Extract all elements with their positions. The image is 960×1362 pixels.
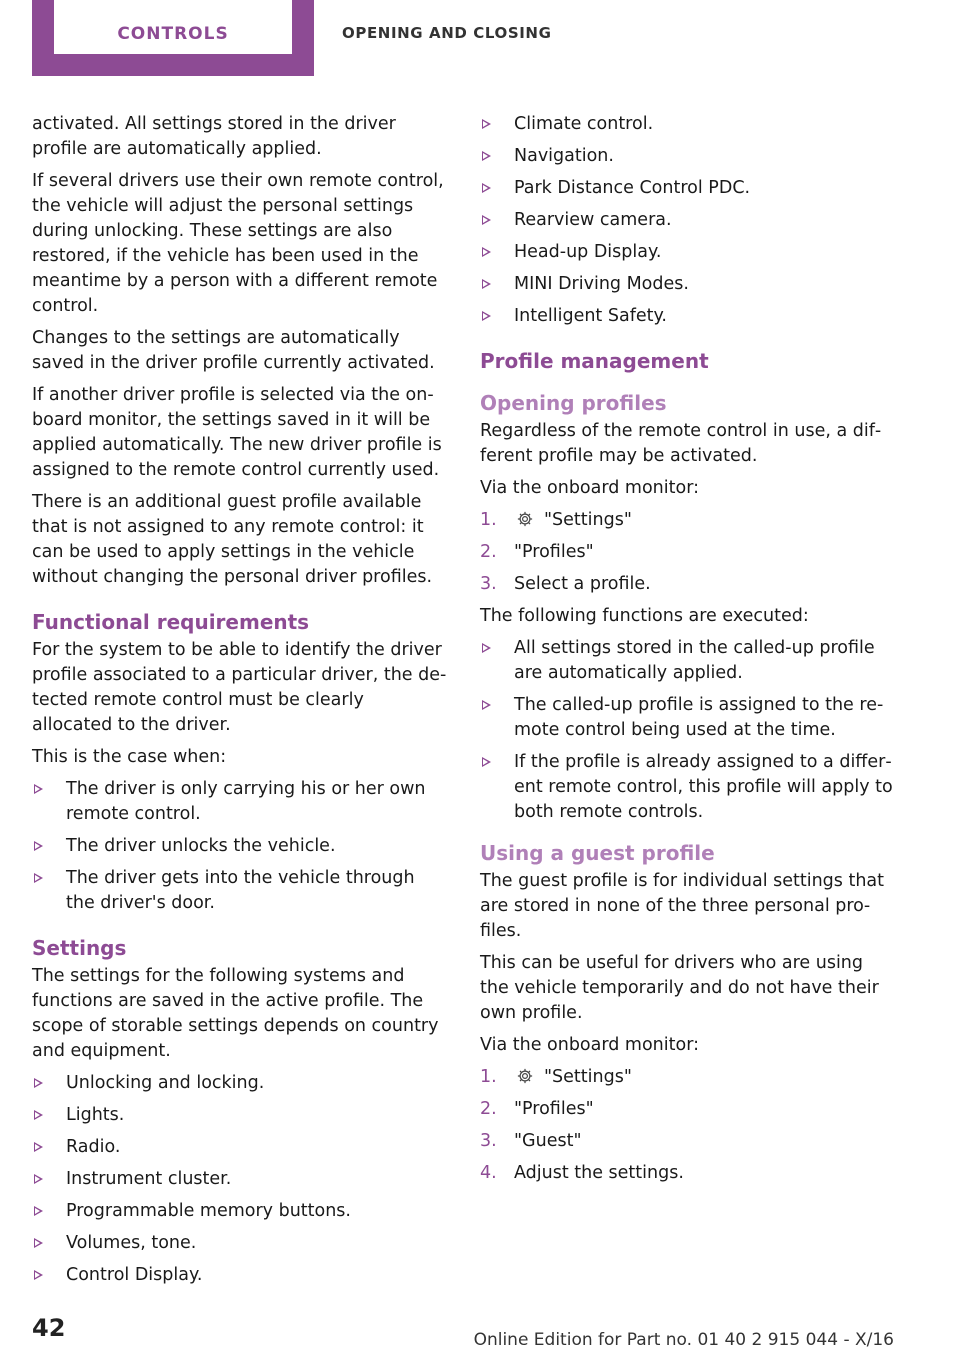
settings-list	[32, 1071, 448, 1288]
triangle-bullet-icon	[482, 151, 491, 161]
step-number: 3.	[480, 1131, 497, 1151]
paragraph: activated. All settings stored in the driver profile are automatically applied.	[32, 114, 396, 159]
triangle-bullet-icon	[34, 784, 43, 794]
step-number: 4.	[480, 1163, 497, 1183]
step-item: 1. "Settings"	[480, 1065, 896, 1090]
triangle-bullet-icon	[34, 1238, 43, 1248]
list-item: Control Display.	[32, 1263, 448, 1288]
page-number: 42	[32, 1314, 66, 1342]
triangle-bullet-icon	[34, 1174, 43, 1184]
paragraph: This is the case when:	[32, 747, 227, 767]
paragraph: The following functions are executed:	[480, 606, 809, 626]
step-item: 1. "Settings"	[480, 508, 896, 533]
triangle-bullet-icon	[34, 841, 43, 851]
triangle-bullet-icon	[34, 1206, 43, 1216]
settings-list-continued	[480, 112, 896, 329]
page-header	[0, 0, 960, 78]
list-item: If the profile is already assigned to a different remote control, this profile will apply to both remote controls.	[480, 750, 896, 825]
list-item: Navigation.	[480, 144, 896, 169]
chapter-label: CONTROLS	[54, 0, 292, 54]
triangle-bullet-icon	[482, 700, 491, 710]
guest-steps	[480, 1065, 896, 1186]
triangle-bullet-icon	[482, 279, 491, 289]
triangle-bullet-icon	[482, 247, 491, 257]
list-item: Volumes, tone.	[32, 1231, 448, 1256]
triangle-bullet-icon	[482, 643, 491, 653]
paragraph: This can be useful for drivers who are using the vehicle temporarily and do not have their own profile.	[480, 953, 879, 1023]
list-item: Lights.	[32, 1103, 448, 1128]
paragraph: If several drivers use their own remote control, the vehicle will adjust the personal settings during unlocking. These settings are also restored, if the vehicle has been used in the meantime by a person with a different remote control.	[32, 171, 444, 316]
list-item: Instrument cluster.	[32, 1167, 448, 1192]
right-column	[480, 112, 896, 1193]
triangle-bullet-icon	[34, 873, 43, 883]
step-item: 3. Select a profile.	[480, 572, 896, 597]
list-item: The called-up profile is assigned to the remote control being used at the time.	[480, 693, 896, 743]
profile-management-heading: Profile management	[480, 349, 709, 373]
list-item: Park Distance Control PDC.	[480, 176, 896, 201]
step-number: 3.	[480, 574, 497, 594]
triangle-bullet-icon	[482, 311, 491, 321]
triangle-bullet-icon	[34, 1110, 43, 1120]
left-column	[32, 112, 448, 1295]
triangle-bullet-icon	[34, 1078, 43, 1088]
functional-requirements-heading: Functional requirements	[32, 610, 310, 634]
step-item: 4. Adjust the settings.	[480, 1161, 896, 1186]
list-item: Unlocking and locking.	[32, 1071, 448, 1096]
list-item: All settings stored in the called-up profile are automatically applied.	[480, 636, 896, 686]
triangle-bullet-icon	[482, 119, 491, 129]
list-item: Radio.	[32, 1135, 448, 1160]
requirements-list	[32, 777, 448, 916]
step-item: 2. "Profiles"	[480, 540, 896, 565]
triangle-bullet-icon	[34, 1270, 43, 1280]
chapter-tab	[32, 0, 314, 76]
paragraph: The guest profile is for individual settings that are stored in none of the three personal profiles.	[480, 871, 885, 941]
step-number: 2.	[480, 542, 497, 562]
triangle-bullet-icon	[482, 183, 491, 193]
list-item: Climate control.	[480, 112, 896, 137]
list-item: The driver is only carrying his or her own remote control.	[32, 777, 448, 827]
guest-profile-heading: Using a guest profile	[480, 841, 715, 865]
list-item: Intelligent Safety.	[480, 304, 896, 329]
paragraph: Via the onboard monitor:	[480, 1035, 699, 1055]
list-item: Rearview camera.	[480, 208, 896, 233]
triangle-bullet-icon	[482, 215, 491, 225]
gear-icon	[514, 1067, 536, 1085]
paragraph: Changes to the settings are automatically saved in the driver profile currently activated.	[32, 328, 435, 373]
paragraph: The settings for the following systems and functions are saved in the active profile. The scope of storable settings depends on country and equipment.	[32, 966, 439, 1061]
list-item: Head-up Display.	[480, 240, 896, 265]
paragraph: If another driver profile is selected via the on‐board monitor, the settings saved in it will be applied automatically. The new driver profile is assigned to the remote control currently used.	[32, 385, 442, 480]
step-item: 2. "Profiles"	[480, 1097, 896, 1122]
list-item: MINI Driving Modes.	[480, 272, 896, 297]
functions-list	[480, 636, 896, 825]
paragraph: There is an additional guest profile available that is not assigned to any remote control: it can be used to apply settings in the vehicle without changing the personal driver profiles.	[32, 492, 433, 587]
step-number: 2.	[480, 1099, 497, 1119]
list-item: Programmable memory buttons.	[32, 1199, 448, 1224]
paragraph: Via the onboard monitor:	[480, 478, 699, 498]
edition-footer: Online Edition for Part no. 01 40 2 915 044 - X/16	[473, 1330, 894, 1350]
gear-icon	[514, 510, 536, 528]
section-title: OPENING AND CLOSING	[342, 24, 552, 42]
step-number: 1.	[480, 1067, 497, 1087]
paragraph: Regardless of the remote control in use, a different profile may be activated.	[480, 421, 882, 466]
opening-steps	[480, 508, 896, 597]
triangle-bullet-icon	[34, 1142, 43, 1152]
opening-profiles-heading: Opening profiles	[480, 391, 667, 415]
triangle-bullet-icon	[482, 757, 491, 767]
list-item: The driver gets into the vehicle through the driver's door.	[32, 866, 448, 916]
paragraph: For the system to be able to identify the driver profile associated to a particular driver, the detected remote control must be clearly allocated to the driver.	[32, 640, 447, 735]
step-item: 3. "Guest"	[480, 1129, 896, 1154]
step-number: 1.	[480, 510, 497, 530]
list-item: The driver unlocks the vehicle.	[32, 834, 448, 859]
settings-heading: Settings	[32, 936, 127, 960]
